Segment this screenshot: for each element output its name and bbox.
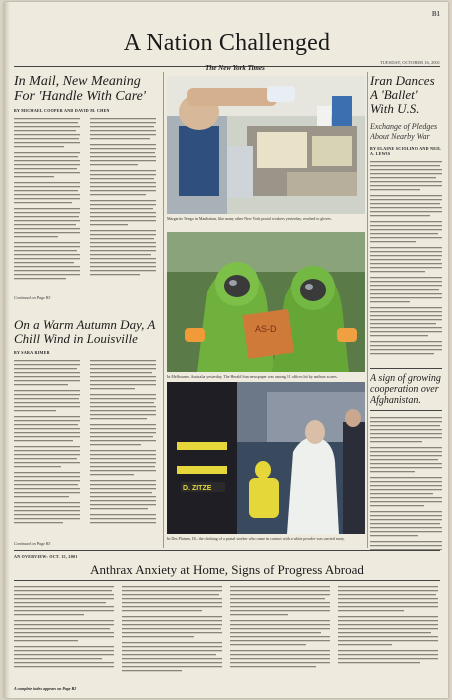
mail-text-lines-2	[90, 116, 156, 292]
photo-postal-worker	[167, 76, 365, 214]
overview-col-1	[14, 584, 114, 684]
iran-pullquote: A sign of growing cooperation over Afghanistan.	[370, 373, 441, 406]
iran-text-lines	[370, 159, 442, 359]
louisville-text-lines-2	[90, 358, 156, 538]
hazmat-sign-text: AS-D	[255, 324, 277, 334]
column-rule-left	[163, 72, 164, 548]
caption-postal-worker: Margarito Tengo in Manhattan, like many other New York postal workers yesterday, reached to gloves.	[167, 216, 332, 221]
page-number: B1	[431, 10, 440, 18]
photo-hazmat-team	[167, 232, 365, 372]
page-header-line	[14, 10, 440, 20]
louisville-text-lines	[14, 358, 80, 538]
iran-subhead: Exchange of Pledges About Nearby War	[370, 122, 438, 141]
overview-headline: Anthrax Anxiety at Home, Signs of Progress Abroad	[90, 562, 364, 577]
overview-col-2	[122, 584, 222, 684]
iran-headline: Iran Dances A 'Ballet' With U.S.	[370, 74, 435, 116]
overview-body	[14, 584, 440, 684]
iran-text-lines-2	[370, 415, 442, 550]
photo-des-plaines	[167, 382, 365, 534]
nameplate: The New York Times	[205, 64, 265, 72]
louisville-body-text	[14, 358, 160, 538]
mail-story	[14, 74, 160, 306]
louisville-headline: On a Warm Autumn Day, A Chill Wind in Louisville	[14, 318, 156, 346]
section-title: A Nation Challenged	[123, 30, 331, 56]
newspaper-page	[4, 2, 448, 698]
index-note: A complete index appears on Page B2	[14, 686, 77, 691]
officer-name-tag: D. ZITZE	[183, 485, 212, 492]
mail-jump: Continued on Page B3	[14, 295, 51, 300]
overview-rule	[14, 550, 440, 551]
louisville-byline: BY SARA RIMER	[14, 350, 50, 355]
postal-worker-image	[167, 76, 365, 214]
mail-text-lines	[14, 116, 80, 292]
louisville-story	[14, 318, 160, 548]
mail-byline: BY MICHAEL COOPER AND DAVID M. CHEN	[14, 108, 110, 113]
mail-body-text	[14, 116, 160, 292]
issue-date: TUESDAY, OCTOBER 16, 2001	[379, 60, 440, 65]
iran-byline: BY ELAINE SCIOLINO AND NEIL A. LEWIS	[370, 146, 441, 156]
des-plaines-image	[167, 382, 365, 534]
pullquote-rule-top	[370, 368, 442, 369]
overview-col-4	[338, 584, 438, 684]
hazmat-image	[167, 232, 365, 372]
mail-headline: In Mail, New Meaning For 'Handle With Care'	[14, 74, 146, 104]
caption-des-plaines: In Des Plaines, Ill., the clothing of a postal worker who came in contact with a white powder was carried away.	[167, 536, 345, 541]
overview-rule-2	[14, 580, 440, 581]
caption-hazmat: In Melbourne, Australia yesterday, The Herald Sun newspaper was among 11 offices hit by anthrax scares.	[167, 374, 338, 379]
overview-col-3	[230, 584, 330, 684]
pullquote-rule-bottom	[370, 410, 442, 411]
louisville-jump: Continued on Page B3	[14, 541, 51, 546]
column-rule-right	[367, 72, 368, 548]
overview-label: AN OVERVIEW: OCT. 15, 2001	[14, 554, 78, 559]
page-edge-shadow	[4, 2, 10, 698]
iran-story	[370, 74, 442, 550]
